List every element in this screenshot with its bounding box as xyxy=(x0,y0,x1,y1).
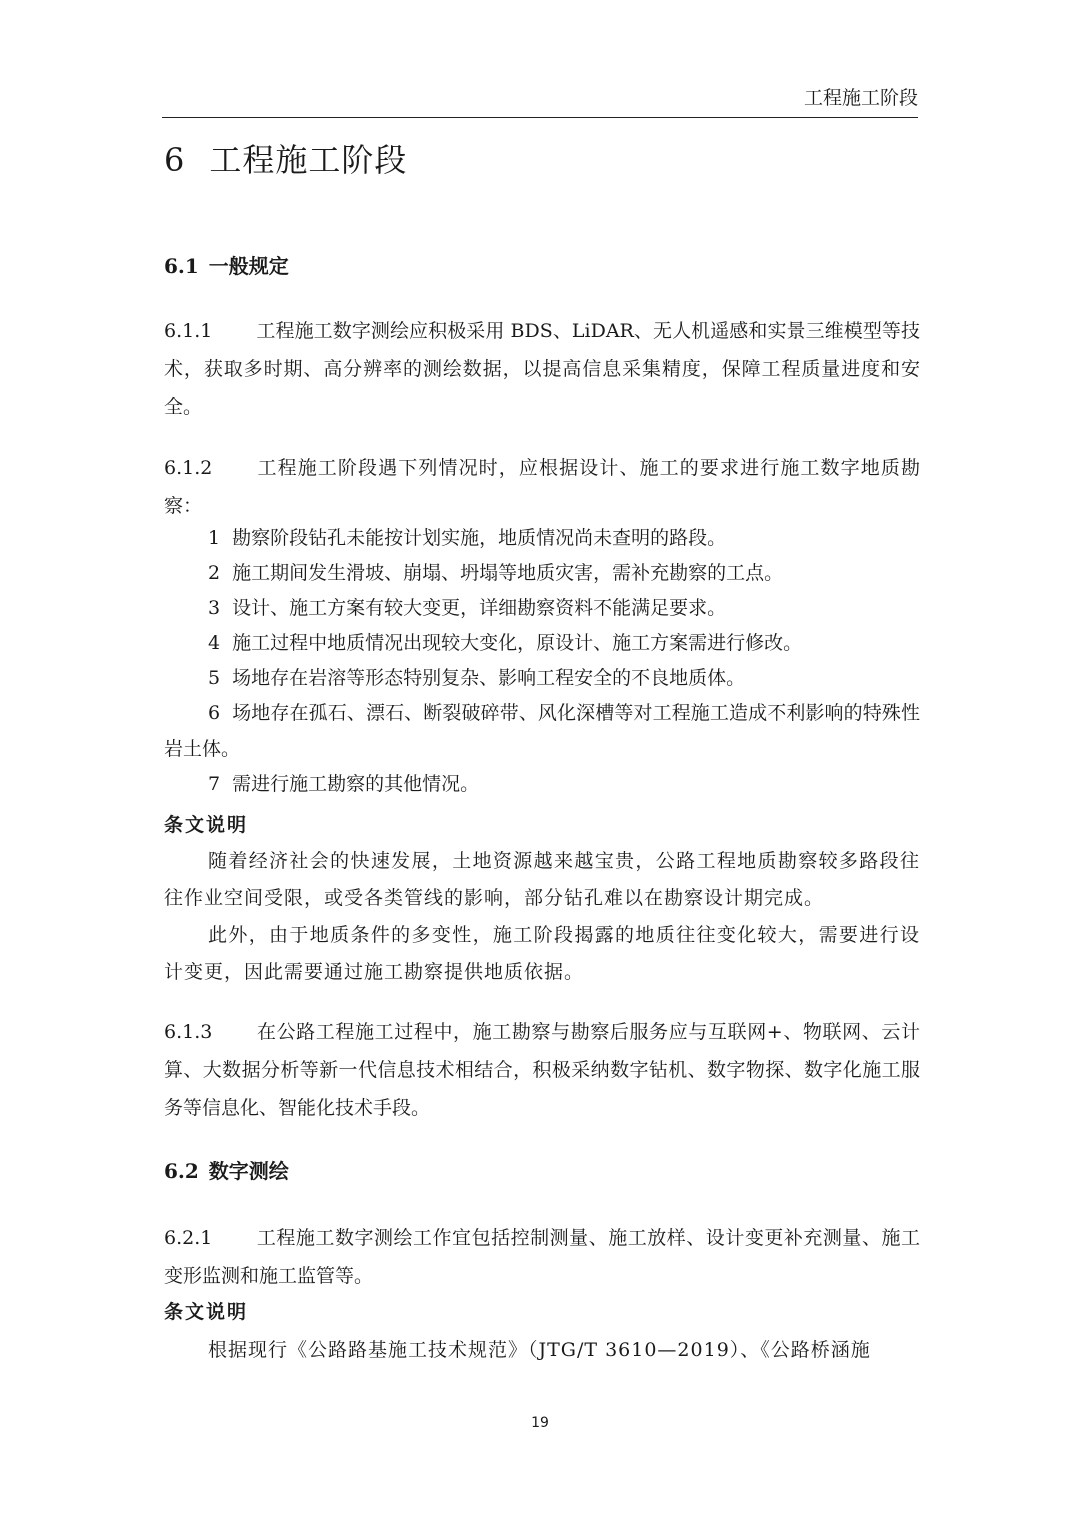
list-item xyxy=(164,521,920,557)
list-item-text: 勘察阶段钻孔未能按计划实施，地质情况尚未查明的路段。 xyxy=(232,527,727,549)
list-item-text: 设计、施工方案有较大变更，详细勘察资料不能满足要求。 xyxy=(232,597,727,619)
list-item xyxy=(164,556,920,592)
list-item-number: 2 xyxy=(208,562,221,584)
list-item-number: 7 xyxy=(208,773,221,795)
clause-6-1-3 xyxy=(164,1013,920,1127)
list-item xyxy=(164,661,920,697)
list-item xyxy=(164,767,920,803)
note-heading: 条文说明 xyxy=(164,1301,249,1323)
list-item xyxy=(164,591,920,627)
list-item xyxy=(164,626,920,662)
chapter-title: 工程施工阶段 xyxy=(209,141,408,179)
note-paragraph: 随着经济社会的快速发展，土地资源越来越宝贵，公路工程地质勘察较多路段往往作业空间受限，或受各类管线的影响，部分钻孔难以在勘察设计期完成。 xyxy=(164,850,920,909)
clause-text: 工程施工数字测绘工作宜包括控制测量、施工放样、设计变更补充测量、施工变形监测和施工监管等。 xyxy=(164,1227,920,1287)
list-item-number: 6 xyxy=(208,702,221,724)
list-item-number: 4 xyxy=(208,632,221,654)
running-header-title: 工程施工阶段 xyxy=(803,87,918,109)
section-heading-6-2 xyxy=(164,1158,289,1184)
section-number: 6.1 xyxy=(164,254,199,278)
list-item-number: 5 xyxy=(208,667,221,689)
section-title: 数字测绘 xyxy=(208,1159,289,1183)
clause-6-2-1 xyxy=(164,1219,920,1295)
clause-number: 6.2.1 xyxy=(164,1227,213,1249)
clause-number: 6.1.1 xyxy=(164,320,213,342)
list-item-text: 场地存在岩溶等形态特别复杂、影响工程安全的不良地质体。 xyxy=(232,667,746,689)
clause-6-1-2 xyxy=(164,449,920,525)
list-item-text: 场地存在孤石、漂石、断裂破碎带、风化深槽等对工程施工造成不利影响的特殊性岩土体。 xyxy=(164,702,920,760)
section-heading-6-1 xyxy=(164,253,289,279)
page-number: 19 xyxy=(531,1415,549,1431)
list-item-text: 施工过程中地质情况出现较大变化，原设计、施工方案需进行修改。 xyxy=(232,632,803,654)
list-item-number: 3 xyxy=(208,597,221,619)
chapter-heading xyxy=(164,140,407,180)
section-title: 一般规定 xyxy=(208,254,289,278)
list-item-number: 1 xyxy=(208,527,221,549)
clause-text: 工程施工阶段遇下列情况时，应根据设计、施工的要求进行施工数字地质勘察： xyxy=(164,457,920,517)
section-number: 6.2 xyxy=(164,1159,199,1183)
clause-number: 6.1.2 xyxy=(164,457,213,479)
list-item xyxy=(164,696,920,768)
clause-number: 6.1.3 xyxy=(164,1021,213,1043)
chapter-number: 6 xyxy=(164,141,186,179)
clause-text: 在公路工程施工过程中，施工勘察与勘察后服务应与互联网+、物联网、云计算、大数据分析等新一代信息技术相结合，积极采纳数字钻机、数字物探、数字化施工服务等信息化、智能化技术手段。 xyxy=(164,1021,920,1119)
list-item-text: 施工期间发生滑坡、崩塌、坍塌等地质灾害，需补充勘察的工点。 xyxy=(232,562,784,584)
header-rule xyxy=(162,117,918,118)
note-paragraph: 此外，由于地质条件的多变性，施工阶段揭露的地质往往变化较大，需要进行设计变更，因此需要通过施工勘察提供地质依据。 xyxy=(164,924,920,983)
list-item-text: 需进行施工勘察的其他情况。 xyxy=(232,773,480,795)
note-paragraph: 根据现行《公路路基施工技术规范》（JTG/T 3610—2019）、《公路桥涵施 xyxy=(208,1339,871,1361)
clause-6-1-1 xyxy=(164,312,920,426)
note-heading: 条文说明 xyxy=(164,814,249,836)
clause-text: 工程施工数字测绘应积极采用 BDS、LiDAR、无人机遥感和实景三维模型等技术，获取多时期、高分辨率的测绘数据，以提高信息采集精度，保障工程质量进度和安全。 xyxy=(164,320,920,418)
